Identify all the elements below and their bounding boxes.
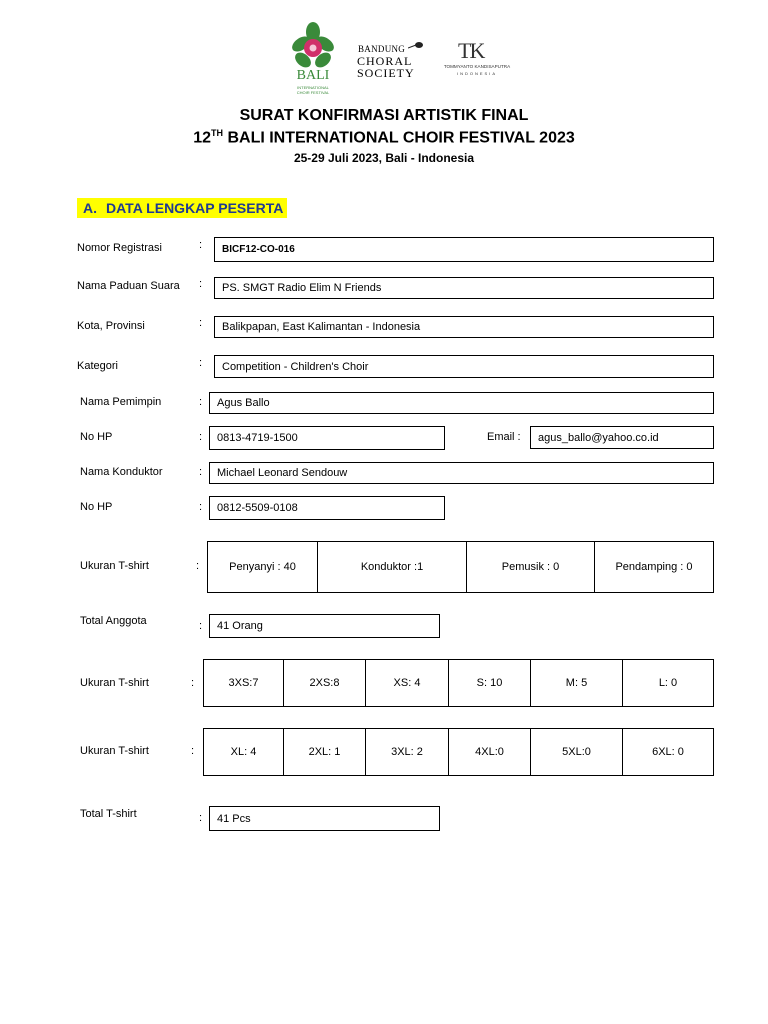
tshirt-size-cell: XL: 4 [204, 729, 284, 775]
section-a-title: DATA LENGKAP PESERTA [106, 200, 284, 216]
email-label: Email : [487, 431, 521, 443]
conductor-baton-icon [408, 40, 424, 52]
category-label: Kategori [77, 360, 118, 372]
tshirt-sizes-1-table [203, 659, 714, 707]
city-colon: : [199, 317, 203, 329]
tshirt-role-cell: Pendamping : 0 [615, 561, 693, 573]
tshirt-size-cell: 6XL: 0 [652, 746, 684, 758]
city-value: Balikpapan, East Kalimantan - Indonesia [214, 316, 714, 338]
registration-colon: : [199, 239, 203, 251]
leader-phone-value: 0813-4719-1500 [209, 426, 445, 450]
registration-label: Nomor Registrasi [77, 242, 162, 254]
tshirt-size-cell: 3XS:7 [204, 660, 284, 706]
conductor-phone-colon: : [199, 501, 203, 513]
total-tshirt-label: Total T-shirt [80, 808, 137, 820]
flower-icon [287, 22, 339, 70]
tshirt-roles-label: Ukuran T-shirt [80, 560, 149, 572]
tk-logo-name: TOMMYANTO KANDISAPUTRA [443, 64, 511, 69]
leader-label: Nama Pemimpin [80, 396, 162, 408]
section-a-prefix: A. [83, 200, 97, 216]
subtitle-ordinal: 12 [193, 129, 212, 147]
tshirt-sizes-2-table [203, 728, 714, 776]
tshirt-role-cell: Konduktor :1 [318, 542, 467, 592]
tshirt-size-cell: S: 10 [449, 660, 531, 706]
subtitle-text: BALI INTERNATIONAL CHOIR FESTIVAL 2023 [223, 129, 575, 147]
subtitle-ordinal-suffix: TH [211, 128, 224, 138]
bcs-logo-line2: CHORAL [357, 54, 413, 68]
tshirt-size-cell: 4XL:0 [449, 729, 531, 775]
conductor-phone-value: 0812-5509-0108 [209, 496, 445, 520]
section-a-heading [77, 198, 287, 218]
tshirt-role-cell: Pemusik : 0 [467, 542, 595, 592]
total-tshirt-value: 41 Pcs [209, 806, 440, 831]
tshirt-size-cell: 3XL: 2 [366, 729, 449, 775]
leader-colon: : [199, 396, 203, 408]
tshirt-sizes-1-label: Ukuran T-shirt [80, 677, 149, 689]
bcs-logo [356, 40, 426, 84]
bali-logo-sub1: INTERNATIONAL [297, 85, 329, 90]
leader-value: Agus Ballo [209, 392, 714, 414]
event-date: 25-29 Juli 2023, Bali - Indonesia [293, 151, 475, 165]
bali-logo-name: BALI [296, 68, 330, 83]
leader-phone-colon: : [199, 431, 203, 443]
total-members-value: 41 Orang [209, 614, 440, 638]
conductor-value: Michael Leonard Sendouw [209, 462, 714, 484]
tshirt-size-cell: XS: 4 [366, 660, 449, 706]
tshirt-sizes-2-colon: : [191, 745, 195, 757]
conductor-label: Nama Konduktor [80, 466, 163, 478]
choir-name-label: Nama Paduan Suara [77, 280, 180, 292]
tshirt-sizes-1-colon: : [191, 677, 195, 689]
choir-name-value: PS. SMGT Radio Elim N Friends [214, 277, 714, 299]
total-tshirt-colon: : [199, 812, 203, 824]
city-label: Kota, Provinsi [77, 320, 145, 332]
bcs-logo-line3: SOCIETY [357, 66, 415, 80]
email-value: agus_ballo@yahoo.co.id [530, 426, 714, 449]
tshirt-roles-table [207, 541, 714, 593]
tshirt-roles-colon: : [196, 560, 200, 572]
tshirt-size-cell: 5XL:0 [531, 729, 623, 775]
category-colon: : [199, 357, 203, 369]
category-value: Competition - Children's Choir [214, 355, 714, 378]
tshirt-size-cell: 2XL: 1 [284, 729, 366, 775]
total-members-label: Total Anggota [80, 615, 147, 627]
tshirt-size-cell: M: 5 [531, 660, 623, 706]
bcs-logo-line1: BANDUNG [358, 44, 406, 54]
tshirt-role-cell: Penyanyi : 40 [208, 542, 318, 592]
tshirt-size-cell: L: 0 [658, 677, 678, 689]
choir-name-colon: : [199, 278, 203, 290]
page-subtitle [0, 128, 768, 147]
tshirt-sizes-2-label: Ukuran T-shirt [80, 745, 149, 757]
conductor-phone-label: No HP [80, 501, 113, 513]
tk-logo [432, 40, 522, 80]
registration-value: BICF12-CO-016 [214, 237, 714, 262]
leader-phone-label: No HP [80, 431, 113, 443]
tk-logo-mark: TK [458, 38, 484, 63]
tk-logo-sub: INDONESIA [456, 71, 497, 76]
conductor-colon: : [199, 466, 203, 478]
total-members-colon: : [199, 620, 203, 632]
tshirt-size-cell: 2XS:8 [284, 660, 366, 706]
bali-logo-sub2: CHOIR FESTIVAL [296, 90, 330, 95]
bali-logo [287, 22, 339, 94]
page-title: SURAT KONFIRMASI ARTISTIK FINAL [239, 107, 529, 124]
